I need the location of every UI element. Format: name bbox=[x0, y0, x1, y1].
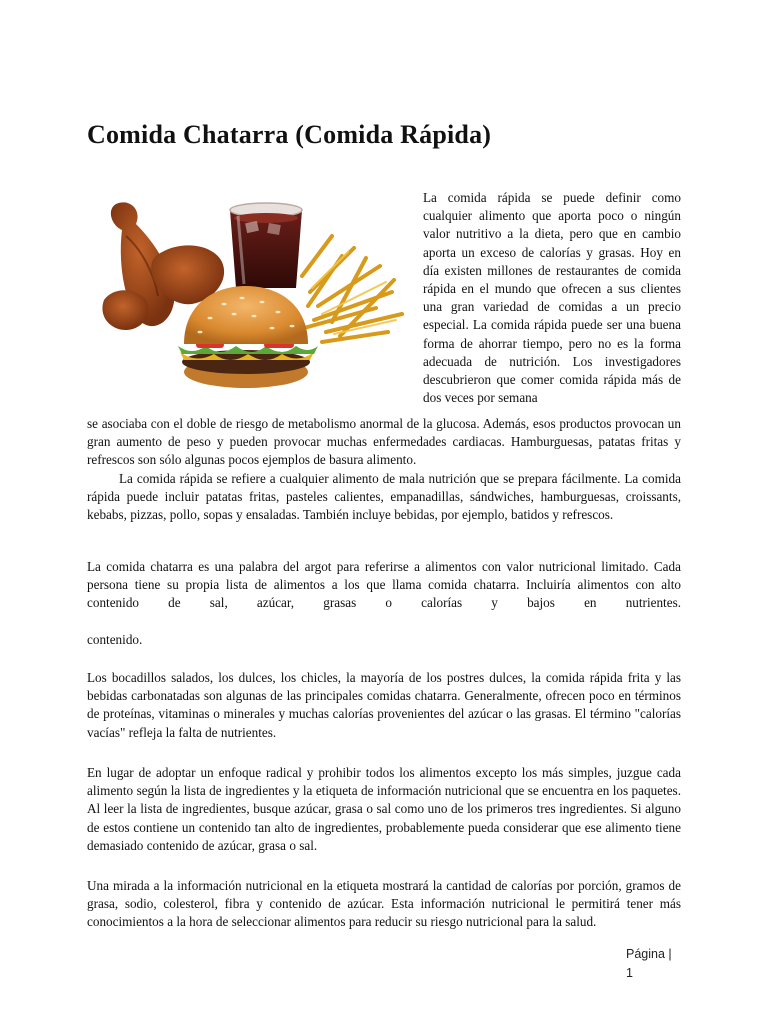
paragraph-fast-food-definition: La comida rápida se refiere a cualquier alimento de mala nutrición que se prepara fácilmente. La comida rápida puede incluir patatas fritas, pasteles calientes, empanadillas, sándwiches, hamburguesas, croissants, kebabs, pizzas, pollo, sopas y ensaladas. También incluye bebidas, por ejemplo, batidos y refrescos. bbox=[87, 471, 681, 523]
paragraph-junk-food-tail: contenido. bbox=[87, 632, 143, 647]
intro-paragraph: La comida rápida se puede definir como cualquier alimento que aporta poco o ningún valor nutritivo a la dieta, pero que en cambio aporta un exceso de calorías y grasas. Hoy en día existen millones de restaurantes de comida rápida en el mundo que ofrecen a sus clientes una gran variedad de comidas a un precio especial. La comida rápida puede ser una buena forma de ahorrar tiempo, pero no es la forma adecuada de nutrición. Los investigadores descubrieron que comer comida rápida más de dos veces por semana bbox=[423, 190, 681, 406]
fast-food-illustration bbox=[96, 196, 408, 396]
paragraph-nutrition-info: Una mirada a la información nutricional en la etiqueta mostrará la cantidad de calorías por porción, gramos de grasa, sodio, colesterol, fibra y contenido de azúcar. Esta información nutricional le permitirá tener más conocimientos a la hora de seleccionar alimentos para reducir su riesgo nutricional para la salud. bbox=[87, 878, 681, 930]
page-number: 1 bbox=[626, 966, 633, 980]
paragraph-junk-food-definition: La comida chatarra es una palabra del argot para referirse a alimentos con valor nutricional limitado. Cada persona tiene su propia lista de alimentos a los que llama comida chatarra. Incluiría alimentos con alto contenido de sal, azúcar, grasas o calorías y bajos en nutrientes. bbox=[87, 559, 681, 611]
page-label: Página | bbox=[626, 947, 672, 961]
fast-food-icon bbox=[96, 196, 408, 396]
paragraph-reading-labels: En lugar de adoptar un enfoque radical y prohibir todos los alimentos excepto los más simples, juzgue cada alimento según la lista de ingredientes y la etiqueta de información nutricional que se encuentra en los paquetes. Al leer la lista de ingredientes, busque azúcar, grasa o sal como uno de los primeros tres ingredientes. Si alguno de estos contiene un contenido tan alto de ingredientes, probablemente pueda considerar que ese alimento tiene demasiado contenido de azúcar, grasa o sal. bbox=[87, 765, 681, 853]
paragraph-common-junk-foods: Los bocadillos salados, los dulces, los chicles, la mayoría de los postres dulces, la comida rápida frita y las bebidas carbonatadas son algunas de las principales comidas chatarra. Generalmente, ofrecen poco en términos de proteínas, vitaminas o minerales y muchas calorías provenientes del azúcar o las grasas. El término "calorías vacías" refleja la falta de nutrientes. bbox=[87, 670, 681, 740]
intro-paragraph-continued: se asociaba con el doble de riesgo de metabolismo anormal de la glucosa. Además, esos productos provocan un gran aumento de peso y pueden provocar muchas enfermedades cardiacas. Hamburguesas, patatas fritas y refrescos son sólo algunas pocos ejemplos de basura alimento. bbox=[87, 416, 681, 468]
page-footer bbox=[626, 945, 672, 983]
page-title: Comida Chatarra (Comida Rápida) bbox=[87, 120, 492, 149]
